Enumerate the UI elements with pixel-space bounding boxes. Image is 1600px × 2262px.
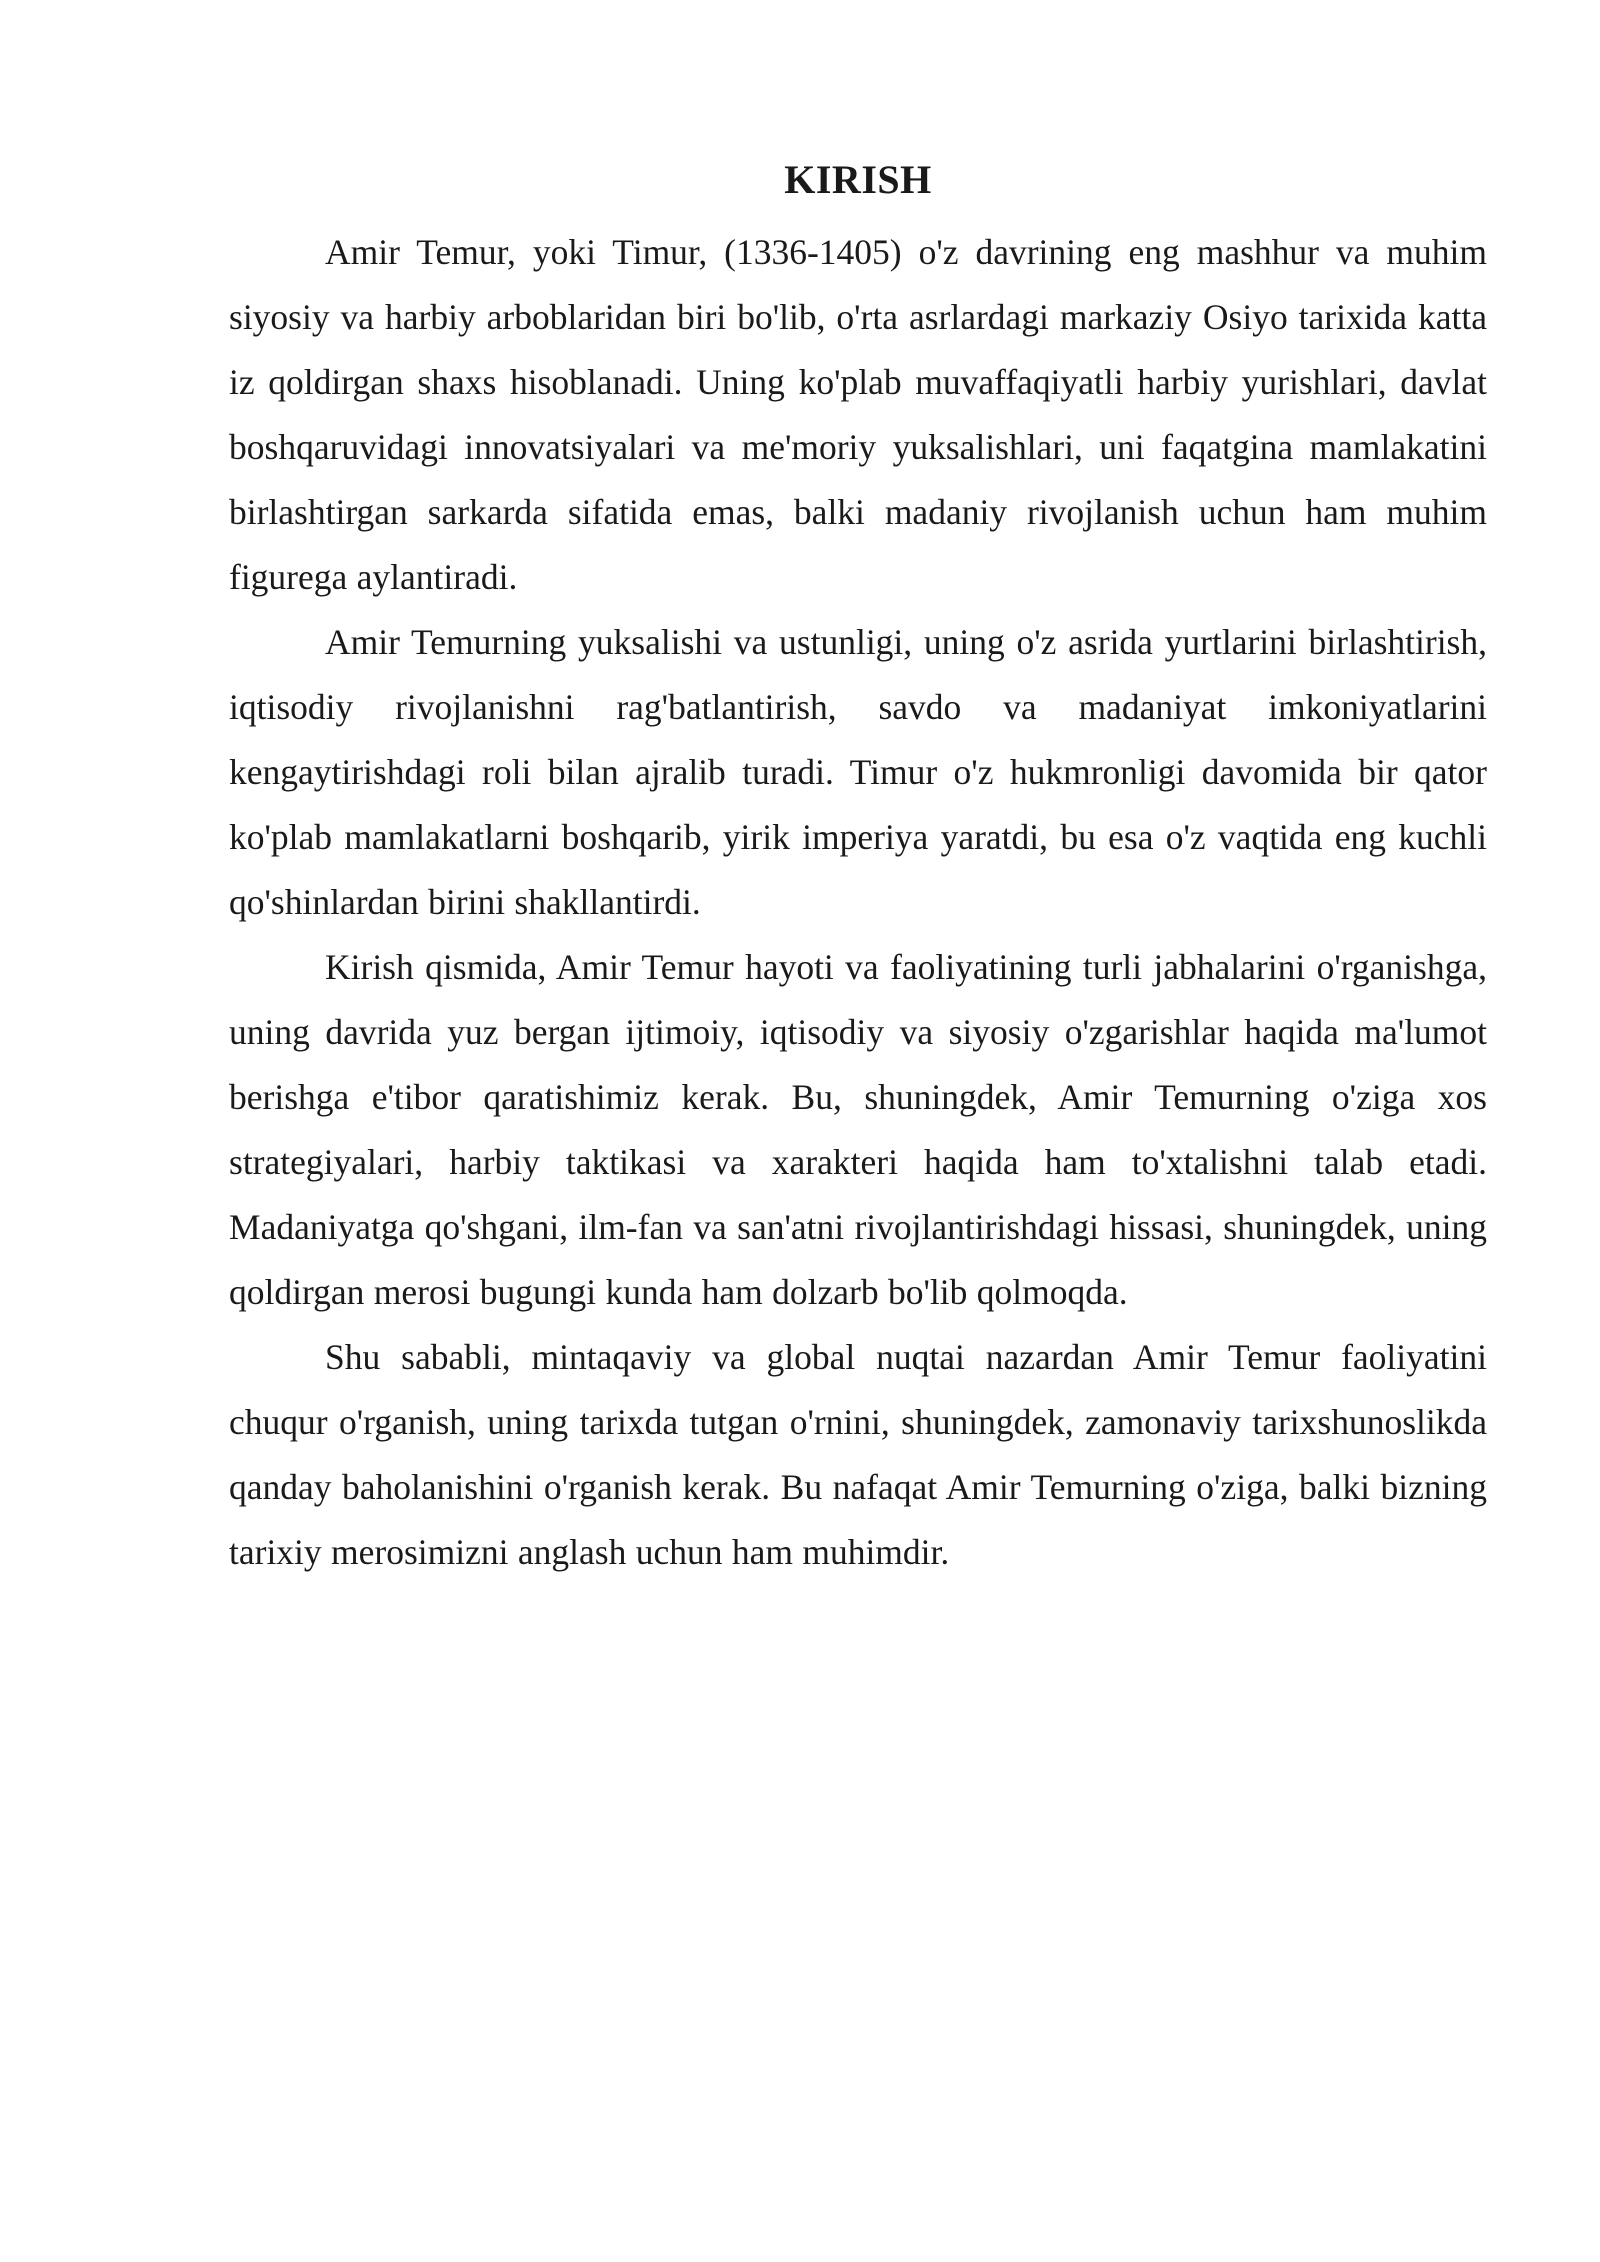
page-title: KIRISH [784, 157, 932, 202]
paragraph-4: Shu sababli, mintaqaviy va global nuqtai nazardan Amir Temur faoliyatini chuqur o'rganish, uning tarixda tutgan o'rnini, shuningdek, zamonaviy tarixshunoslikda qanday baholanishini o'rganish kerak. Bu nafaqat Amir Temurning o'ziga, balki bizning tarixiy merosimizni anglash uchun ham muhimdir. [229, 1337, 1487, 1572]
paragraph-2: Amir Temurning yuksalishi va ustunligi, uning o'z asrida yurtlarini birlashtirish, iqtisodiy rivojlanishni rag'batlantirish, savdo va madaniyat imkoniyatlarini kengaytirishdagi roli bilan ajralib turadi. Timur o'z hukmronligi davomida bir qator ko'plab mamlakatlarni boshqarib, yirik imperiya yaratdi, bu esa o'z vaqtida eng kuchli qo'shinlardan birini shakllantirdi. [229, 622, 1487, 922]
paragraph-3: Kirish qismida, Amir Temur hayoti va faoliyatining turli jabhalarini o'rganishga, uning davrida yuz bergan ijtimoiy, iqtisodiy va siyosiy o'zgarishlar haqida ma'lumot berishga e'tibor qaratishimiz kerak. Bu, shuningdek, Amir Temurning o'ziga xos strategiyalari, harbiy taktikasi va xarakteri haqida ham to'xtalishni talab etadi. Madaniyatga qo'shgani, ilm-fan va san'atni rivojlantirishdagi hissasi, shuningdek, uning qoldirgan merosi bugungi kunda ham dolzarb bo'lib qolmoqda. [229, 947, 1487, 1312]
paragraph-1: Amir Temur, yoki Timur, (1336-1405) o'z davrining eng mashhur va muhim siyosiy va harbiy arboblaridan biri bo'lib, o'rta asrlardagi markaziy Osiyo tarixida katta iz qoldirgan shaxs hisoblanadi. Uning ko'plab muvaffaqiyatli harbiy yurishlari, davlat boshqaruvidagi innovatsiyalari va me'moriy yuksalishlari, uni faqatgina mamlakatini birlashtirgan sarkarda sifatida emas, balki madaniy rivojlanish uchun ham muhim figurega aylantiradi. [229, 232, 1487, 597]
document-body [229, 150, 1487, 1585]
